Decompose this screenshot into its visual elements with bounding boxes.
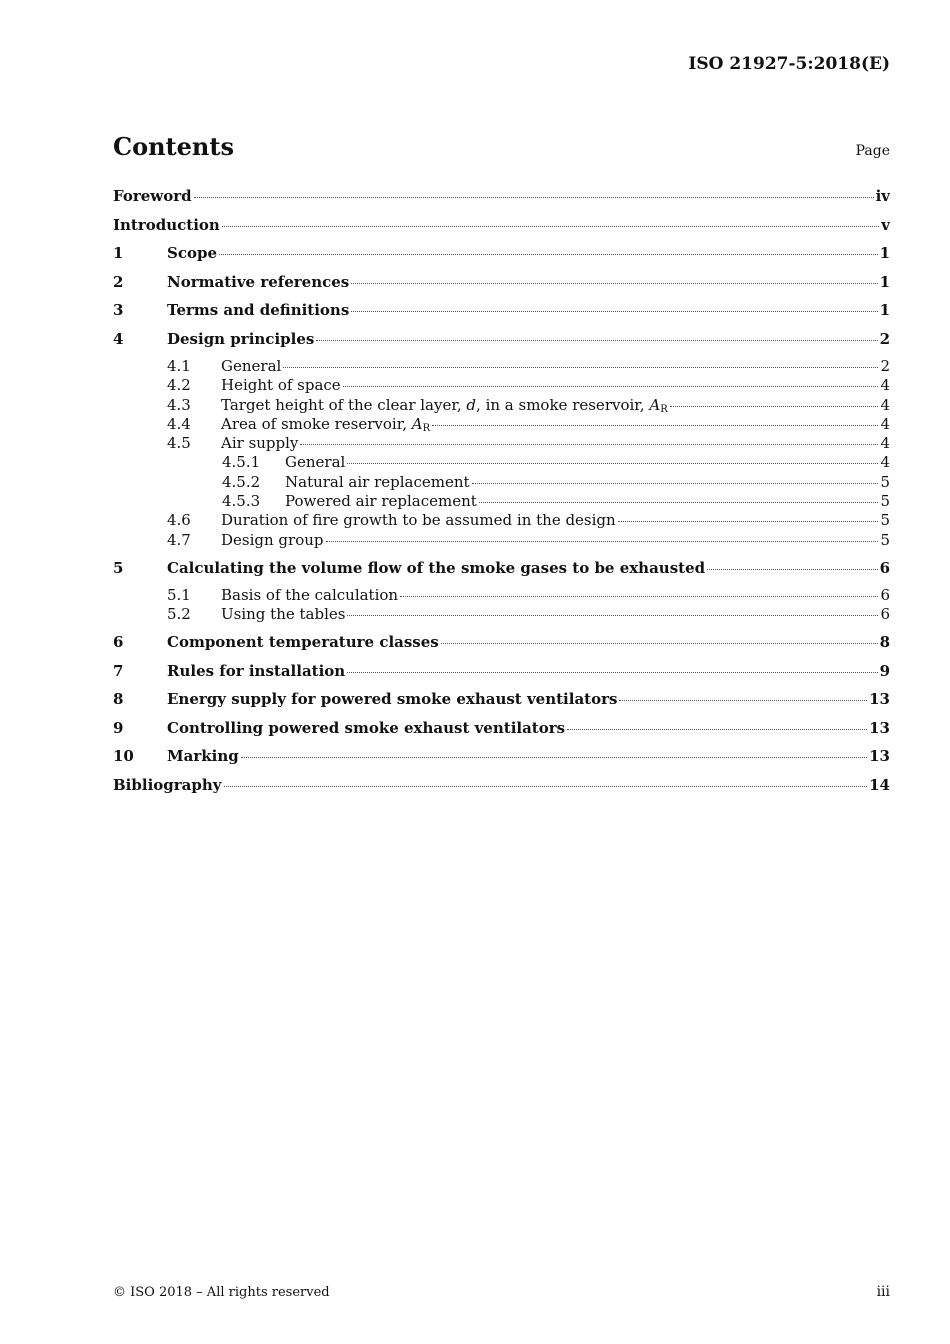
toc-entry-page: 13	[869, 747, 890, 766]
toc-entry[interactable]	[113, 586, 890, 605]
toc-leader-dots	[567, 729, 867, 730]
page-title: Contents	[113, 132, 234, 161]
toc-entry-number: 4.5.2	[222, 472, 261, 491]
toc-entry-title: Introduction	[113, 215, 220, 234]
toc-entry-number: 4.4	[167, 414, 191, 433]
toc-entry-page: 5	[880, 530, 890, 549]
toc-leader-dots	[351, 311, 877, 312]
toc-entry-title: Using the tables	[221, 605, 346, 624]
toc-leader-dots	[194, 197, 874, 198]
toc-leader-dots	[441, 643, 878, 644]
toc-leader-dots	[432, 425, 878, 426]
toc-leader-dots	[347, 463, 878, 464]
toc-entry-page: 4	[880, 434, 890, 453]
page-number: iii	[876, 1284, 890, 1300]
toc-entry-title: General	[221, 357, 282, 375]
toc-entry-number: 4.2	[167, 376, 191, 395]
toc-entry-number: 7	[113, 661, 124, 680]
toc-entry-title: Air supply	[221, 434, 299, 453]
toc-leader-dots	[300, 444, 878, 445]
page-column-label: Page	[855, 143, 890, 159]
toc-entry-number: 4.5	[167, 434, 191, 453]
toc-entry-title: Component temperature classes	[167, 633, 439, 652]
toc-entry[interactable]	[113, 434, 890, 453]
toc-entry-title: Normative references	[167, 272, 350, 291]
toc-entry[interactable]	[113, 531, 890, 558]
toc-entry[interactable]	[113, 689, 890, 718]
toc-leader-dots	[326, 541, 879, 542]
toc-entry-page: 2	[880, 357, 890, 375]
toc-entry[interactable]	[113, 215, 890, 244]
toc-entry-page: 5	[880, 511, 890, 530]
table-of-contents	[113, 186, 890, 803]
toc-entry-title: Natural air replacement	[285, 472, 470, 491]
toc-entry-title: Area of smoke reservoir, $A_R$	[221, 414, 431, 434]
toc-entry[interactable]	[113, 492, 890, 511]
toc-entry-page: 4	[880, 376, 890, 395]
toc-entry-page: 2	[879, 329, 890, 348]
toc-entry-page: 4	[880, 395, 890, 414]
toc-entry-page: 6	[880, 605, 890, 624]
toc-entry-number: 4	[113, 329, 124, 348]
toc-leader-dots	[347, 615, 878, 616]
toc-entry-title: Height of space	[221, 376, 341, 395]
toc-entry-title: Design group	[221, 530, 324, 549]
toc-entry-number: 4.7	[167, 530, 191, 549]
toc-entry-number: 4.5.3	[222, 492, 261, 511]
toc-entry-page: 5	[880, 492, 890, 511]
toc-entry-page: 1	[879, 301, 890, 319]
toc-entry-page: 1	[879, 272, 890, 291]
toc-entry[interactable]	[113, 272, 890, 301]
toc-leader-dots	[316, 340, 877, 341]
toc-entry-title: Design principles	[167, 329, 315, 348]
toc-leader-dots	[351, 283, 877, 284]
toc-entry-title: Target height of the clear layer, d, in a smoke reservoir, $A_R$	[221, 395, 668, 415]
toc-entry[interactable]	[113, 243, 890, 272]
copyright-notice: © ISO 2018 – All rights reserved	[113, 1285, 330, 1300]
toc-entry-page: 13	[869, 690, 890, 709]
toc-entry[interactable]	[113, 775, 890, 804]
toc-leader-dots	[241, 757, 867, 758]
toc-leader-dots	[343, 386, 879, 387]
toc-leader-dots	[400, 596, 878, 597]
toc-entry-number: 2	[113, 272, 124, 291]
toc-entry[interactable]	[113, 605, 890, 632]
toc-entry[interactable]	[113, 632, 890, 661]
toc-entry-title: Marking	[167, 747, 239, 766]
toc-entry-number: 10	[113, 747, 134, 766]
toc-entry-number: 4.5.1	[222, 453, 261, 472]
toc-entry-number: 8	[113, 690, 124, 709]
toc-entry-number: 5	[113, 558, 124, 577]
toc-entry-number: 5.2	[167, 605, 191, 624]
toc-entry[interactable]	[113, 186, 890, 215]
toc-entry-title: Basis of the calculation	[221, 586, 399, 605]
toc-entry-page: 6	[880, 586, 890, 605]
toc-entry[interactable]	[113, 473, 890, 492]
toc-entry[interactable]	[113, 718, 890, 747]
toc-leader-dots	[670, 406, 879, 407]
toc-entry-title: Energy supply for powered smoke exhaust ventilators	[167, 690, 618, 709]
toc-leader-dots	[619, 700, 867, 701]
toc-entry-page: iv	[875, 187, 890, 205]
toc-entry[interactable]	[113, 511, 890, 530]
toc-entry[interactable]	[113, 376, 890, 395]
toc-leader-dots	[222, 226, 879, 227]
toc-leader-dots	[707, 569, 877, 570]
toc-entry-title: Scope	[167, 244, 218, 262]
toc-entry[interactable]	[113, 357, 890, 376]
toc-entry[interactable]	[113, 558, 890, 587]
toc-entry-number: 6	[113, 633, 124, 652]
toc-entry-number: 9	[113, 718, 124, 737]
toc-entry-title: Powered air replacement	[285, 492, 477, 511]
toc-entry[interactable]	[113, 746, 890, 775]
toc-entry-page: 13	[869, 718, 890, 737]
toc-entry-title: General	[285, 453, 346, 472]
toc-entry-number: 4.6	[167, 511, 191, 530]
toc-entry-number: 5.1	[167, 586, 191, 605]
toc-entry-number: 1	[113, 244, 124, 262]
toc-entry-title: Terms and definitions	[167, 301, 350, 319]
toc-leader-dots	[283, 367, 878, 368]
toc-entry-page: 9	[879, 661, 890, 680]
toc-entry-title: Duration of fire growth to be assumed in the design	[221, 511, 616, 530]
toc-entry-title: Calculating the volume flow of the smoke gases to be exhausted	[167, 558, 706, 577]
toc-entry[interactable]	[113, 415, 890, 434]
toc-leader-dots	[347, 672, 877, 673]
toc-entry-number: 3	[113, 301, 124, 319]
toc-entry-number: 4.3	[167, 395, 191, 414]
toc-entry-page: v	[881, 215, 890, 234]
toc-leader-dots	[479, 502, 879, 503]
toc-entry-page: 5	[880, 472, 890, 491]
toc-entry[interactable]	[113, 453, 890, 472]
toc-entry[interactable]	[113, 300, 890, 329]
toc-entry-title: Controlling powered smoke exhaust ventilators	[167, 718, 566, 737]
toc-entry[interactable]	[113, 396, 890, 415]
toc-entry-page: 6	[879, 558, 890, 577]
toc-leader-dots	[219, 254, 878, 255]
toc-entry-title: Rules for installation	[167, 661, 346, 680]
toc-entry[interactable]	[113, 329, 890, 358]
toc-entry-page: 8	[879, 633, 890, 652]
toc-entry-page: 1	[879, 244, 890, 262]
toc-entry-title: Foreword	[113, 187, 192, 205]
toc-leader-dots	[472, 483, 879, 484]
toc-entry-page: 14	[869, 775, 890, 794]
toc-leader-dots	[618, 521, 879, 522]
toc-entry[interactable]	[113, 661, 890, 690]
toc-entry-title: Bibliography	[113, 775, 222, 794]
toc-entry-page: 4	[880, 453, 890, 472]
toc-entry-page: 4	[880, 414, 890, 433]
document-id: ISO 21927-5:2018(E)	[688, 54, 890, 74]
toc-leader-dots	[224, 786, 868, 787]
toc-entry-number: 4.1	[167, 357, 191, 375]
